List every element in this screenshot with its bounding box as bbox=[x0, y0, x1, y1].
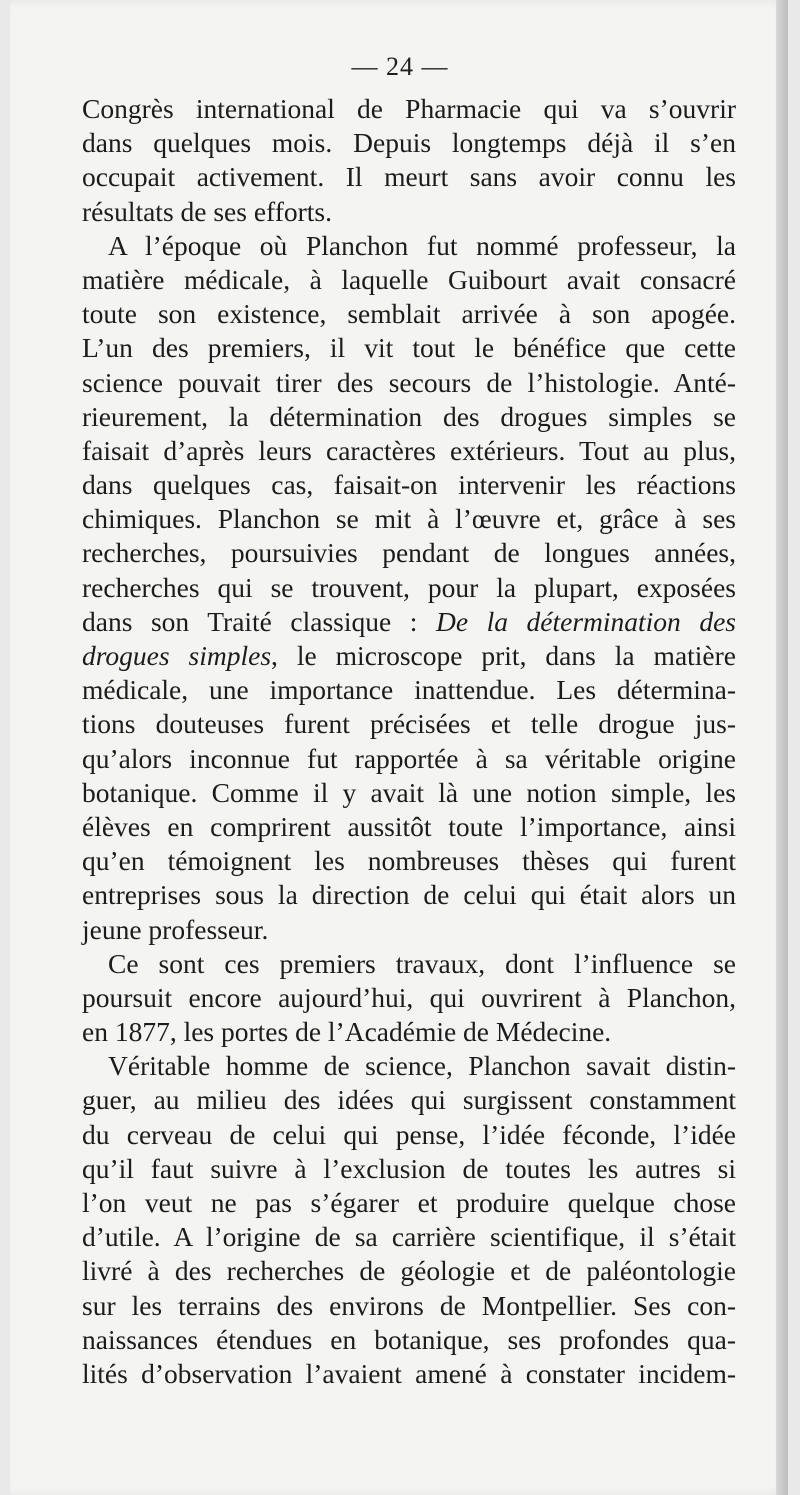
text-line bbox=[82, 263, 736, 297]
text-line bbox=[82, 639, 736, 673]
text-line bbox=[82, 707, 736, 741]
text-line-content: en 1877, les portes de l’Académie de Médecine. bbox=[82, 1016, 612, 1048]
text-line bbox=[82, 981, 736, 1015]
text-line bbox=[82, 331, 736, 365]
text-line bbox=[82, 1152, 736, 1186]
text-line-content: A l’époque où Planchon fut nommé professeur, la bbox=[108, 229, 736, 261]
text-line-content: qu’il faut suivre à l’exclusion de toutes les autres si bbox=[82, 1152, 736, 1184]
text-line-content: science pouvait tirer des secours de l’histologie. Anté- bbox=[82, 366, 736, 398]
text-line bbox=[82, 1289, 736, 1323]
text-line-content: recherches, poursuivies pendant de longues années, bbox=[82, 537, 736, 569]
text-line bbox=[82, 126, 736, 160]
text-line bbox=[82, 878, 736, 912]
text-line-content: guer, au milieu des idées qui surgissent constamment bbox=[82, 1084, 736, 1116]
text-line-content: qu’alors inconnue fut rapportée à sa véritable origine bbox=[82, 742, 736, 774]
text-line-content: jeune professeur. bbox=[82, 913, 269, 945]
text-line bbox=[82, 605, 736, 639]
text-line-content: L’un des premiers, il vit tout le bénéfice que cette bbox=[82, 332, 736, 364]
body-text bbox=[82, 92, 736, 1391]
page-edge-shadow bbox=[776, 0, 788, 1495]
text-line bbox=[82, 400, 736, 434]
text-line bbox=[82, 229, 736, 263]
text-line bbox=[82, 1357, 736, 1391]
text-line bbox=[82, 92, 736, 126]
text-line-content: occupait activement. Il meurt sans avoir connu les bbox=[82, 161, 736, 193]
text-line-content: livré à des recherches de géologie et de paléontologie bbox=[82, 1255, 736, 1287]
text-line-content: naissances étendues en botanique, ses profondes qua- bbox=[82, 1323, 736, 1355]
text-line bbox=[82, 1118, 736, 1152]
text-line bbox=[82, 571, 736, 605]
text-line bbox=[82, 1049, 736, 1083]
text-line-content: recherches qui se trouvent, pour la plupart, exposées bbox=[82, 571, 736, 603]
text-line-content: dans son Traité classique : bbox=[82, 605, 418, 637]
italic-title: drogues simples bbox=[82, 640, 272, 671]
text-line-content: résultats de ses efforts. bbox=[82, 195, 332, 227]
text-line bbox=[82, 502, 736, 536]
text-line-content: chimiques. Planchon se mit à l’œuvre et, grâce à ses bbox=[82, 503, 736, 535]
text-line-content: qu’en témoignent les nombreuses thèses qui furent bbox=[82, 845, 736, 877]
text-line-content: entreprises sous la direction de celui qui était alors un bbox=[82, 879, 736, 911]
text-line-content: matière médicale, à laquelle Guibourt avait consacré bbox=[82, 263, 736, 295]
text-line bbox=[82, 810, 736, 844]
text-line-content: toute son existence, semblait arrivée à son apogée. bbox=[82, 298, 736, 330]
text-line bbox=[82, 844, 736, 878]
text-line-content: lités d’observation l’avaient amené à constater incidem- bbox=[82, 1357, 736, 1389]
text-line bbox=[82, 1220, 736, 1254]
text-line bbox=[82, 297, 736, 331]
text-line bbox=[82, 776, 736, 810]
text-line bbox=[82, 434, 736, 468]
text-line-content: rieurement, la détermination des drogues simples se bbox=[82, 400, 736, 432]
page-number: — 24 — bbox=[351, 52, 449, 81]
text-line bbox=[82, 742, 736, 776]
text-line-content: , le microscope prit, dans la matière bbox=[271, 640, 736, 671]
text-line-content: Véritable homme de science, Planchon savait distin- bbox=[108, 1050, 736, 1082]
text-line bbox=[82, 366, 736, 400]
text-line-content: l’on veut ne pas s’égarer et produire quelque chose bbox=[82, 1187, 736, 1218]
italic-title: De la détermination des bbox=[435, 605, 736, 637]
text-line bbox=[82, 1186, 736, 1220]
text-line-content: dans quelques cas, faisait-on intervenir les réactions bbox=[82, 469, 736, 501]
text-line-content: Congrès international de Pharmacie qui va s’ouvrir bbox=[82, 93, 736, 124]
text-line-content: botanique. Comme il y avait là une notion simple, les bbox=[82, 776, 736, 808]
text-line-content: sur les terrains des environs de Montpellier. Ses con- bbox=[82, 1289, 736, 1321]
text-line bbox=[82, 1323, 736, 1357]
text-line-content: d’utile. A l’origine de sa carrière scientifique, il s’était bbox=[82, 1221, 736, 1253]
text-line-content: médicale, une importance inattendue. Les détermina- bbox=[82, 674, 736, 706]
text-line bbox=[82, 947, 736, 981]
text-line-content: élèves en comprirent aussitôt toute l’importance, ainsi bbox=[82, 810, 736, 842]
text-line bbox=[82, 468, 736, 502]
text-line bbox=[82, 913, 736, 947]
text-line bbox=[82, 1083, 736, 1117]
text-line-content: du cerveau de celui qui pense, l’idée féconde, l’idée bbox=[82, 1118, 736, 1150]
text-line bbox=[82, 1015, 736, 1049]
text-line bbox=[82, 536, 736, 570]
text-line bbox=[82, 195, 736, 229]
text-line-content: dans quelques mois. Depuis longtemps déjà il s’en bbox=[82, 127, 736, 159]
text-line-content: poursuit encore aujourd’hui, qui ouvrirent à Planchon, bbox=[82, 981, 736, 1013]
text-line bbox=[82, 673, 736, 707]
text-line-content: Ce sont ces premiers travaux, dont l’influence se bbox=[108, 947, 736, 979]
text-line bbox=[82, 1254, 736, 1288]
text-line bbox=[82, 160, 736, 194]
text-line-content: tions douteuses furent précisées et telle drogue jus- bbox=[82, 708, 736, 740]
text-line-content: faisait d’après leurs caractères extérieurs. Tout au plus, bbox=[82, 434, 736, 466]
